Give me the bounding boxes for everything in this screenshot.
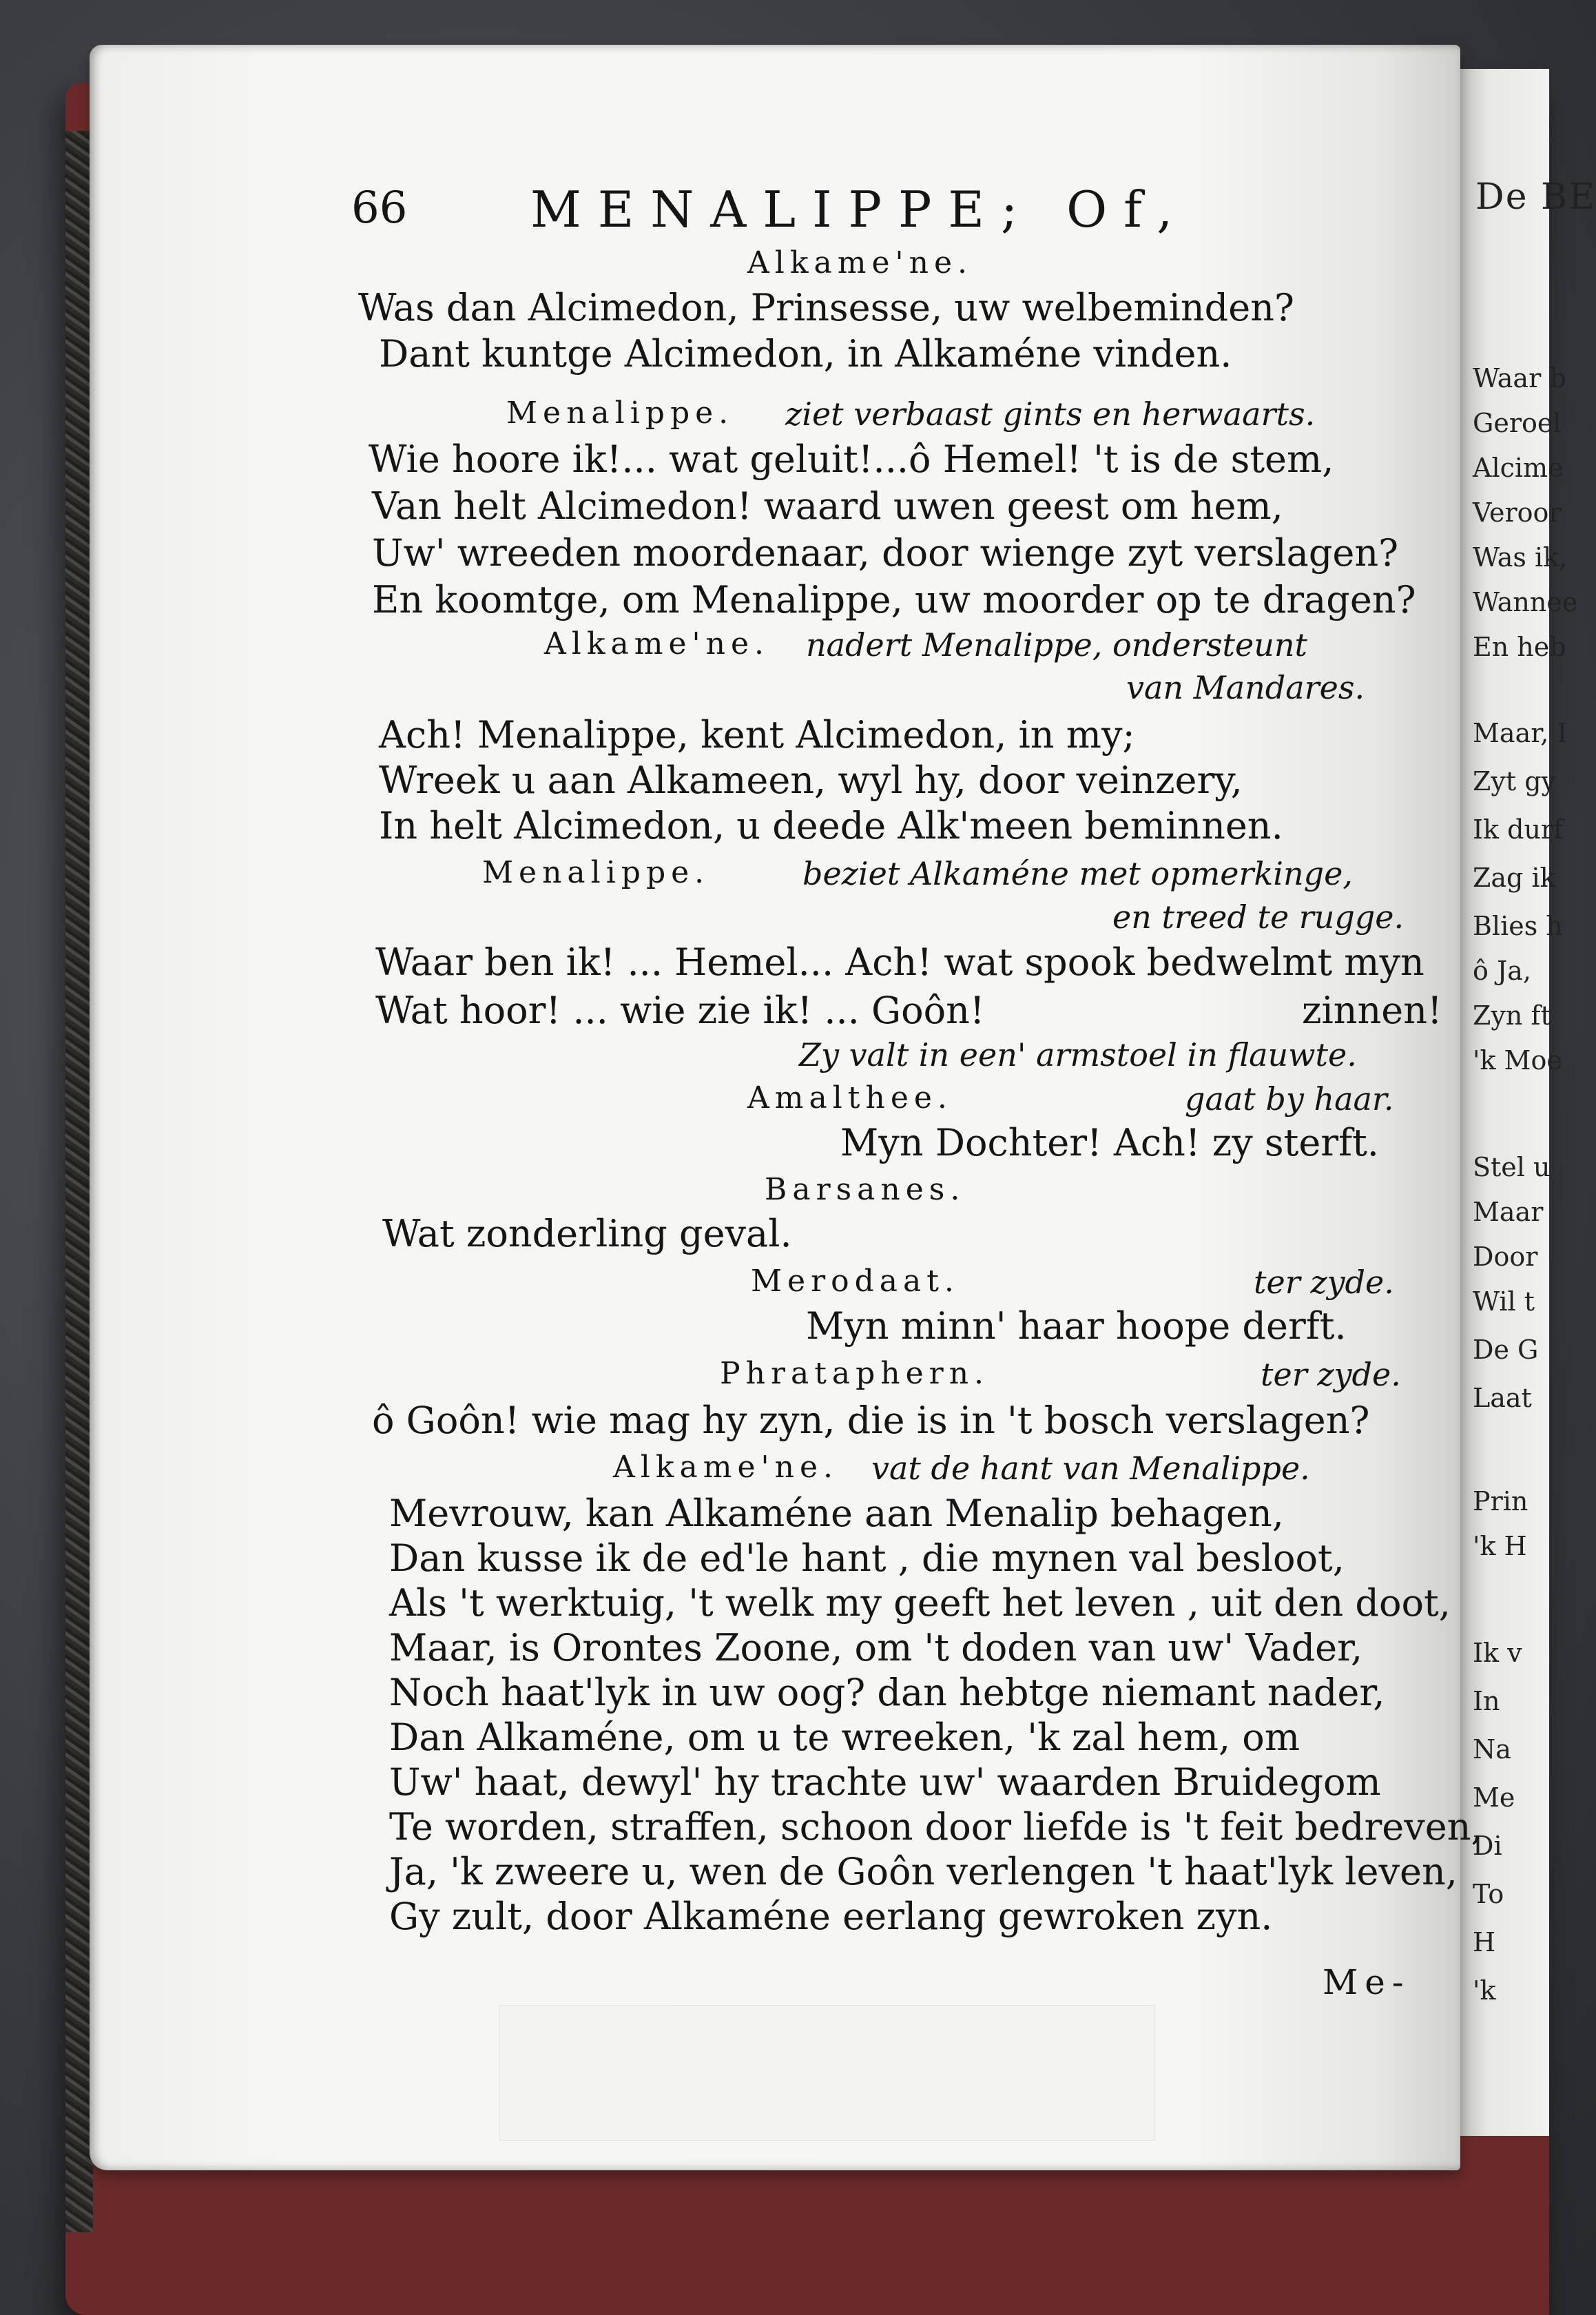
facing-page-head: De BE — [1475, 176, 1596, 218]
verse-line: Noch haat'lyk in uw oog? dan hebtge niemant nader, — [389, 1671, 1385, 1714]
facing-fragment: Wil t — [1473, 1286, 1535, 1317]
facing-fragment: Alcime — [1473, 453, 1564, 483]
stage-direction: nadert Menalippe, ondersteunt — [806, 626, 1308, 663]
verse-line: In helt Alcimedon, u deede Alk'meen beminnen. — [379, 804, 1283, 847]
stage-direction: ter zyde. — [1254, 1264, 1394, 1301]
verse-line: Te worden, straffen, schoon door liefde is 't feit bedreven, — [389, 1805, 1483, 1849]
facing-fragment: 'k H — [1473, 1531, 1527, 1561]
verse-line: Ja, 'k zweere u, wen de Goôn verlengen 't haat'lyk leven, — [389, 1850, 1458, 1893]
verse-line: ô Goôn! wie mag hy zyn, die is in 't bosch verslagen? — [372, 1399, 1370, 1442]
facing-fragment: Geroel — [1473, 408, 1562, 438]
facing-fragment: Me — [1473, 1782, 1515, 1813]
verse-line: Waar ben ik! ... Hemel... Ach! wat spook bedwelmt myn — [375, 940, 1424, 984]
facing-fragment: Ik v — [1473, 1638, 1522, 1668]
blank-label-patch — [499, 2005, 1155, 2141]
facing-fragment: De G — [1473, 1335, 1539, 1365]
facing-fragment: Maar, I — [1473, 718, 1568, 748]
verse-line: Als 't werktuig, 't welk my geeft het leven , uit den doot, — [389, 1581, 1451, 1625]
running-head: MENALIPPE; Of, — [530, 181, 1190, 238]
stage-direction: van Mandares. — [1126, 669, 1365, 706]
facing-fragment: Blies h — [1473, 911, 1563, 941]
verse-line: Wat zonderling geval. — [382, 1212, 792, 1255]
facing-fragment: ô Ja, — [1473, 956, 1531, 986]
facing-fragment: Zag ik — [1473, 863, 1556, 893]
speaker-label: Alkame'ne. — [613, 1450, 838, 1485]
facing-fragment: Di — [1473, 1831, 1502, 1861]
facing-fragment: Ik durf — [1473, 814, 1564, 845]
verse-line: Gy zult, door Alkaméne eerlang gewroken zyn. — [389, 1895, 1273, 1938]
facing-fragment: Maar — [1473, 1197, 1544, 1227]
facing-fragment: 'k — [1473, 1975, 1496, 2006]
verse-line: Uw' haat, dewyl' hy trachte uw' waarden Bruidegom — [389, 1760, 1381, 1804]
verse-line: Dant kuntge Alcimedon, in Alkaméne vinden. — [379, 332, 1232, 375]
facing-fragment: Wannee — [1473, 587, 1578, 617]
verse-line: Dan Alkaméne, om u te wreeken, 'k zal hem, om — [389, 1716, 1300, 1759]
verse-line: Myn minn' haar hoope derft. — [806, 1304, 1347, 1348]
speaker-label: Menalippe. — [482, 855, 710, 890]
catchword: Me- — [1323, 1962, 1411, 2002]
facing-fragment: Na — [1473, 1734, 1511, 1764]
facing-fragment: Stel u — [1473, 1152, 1551, 1182]
facing-fragment: Was ik, — [1473, 542, 1568, 573]
speaker-label: Menalippe. — [506, 395, 734, 431]
facing-fragment: Door — [1473, 1242, 1538, 1272]
stage-direction: beziet Alkaméne met opmerkinge, — [802, 855, 1353, 892]
stage-direction: vat de hant van Menalippe. — [871, 1450, 1310, 1487]
facing-fragment: Zyt gy — [1473, 766, 1557, 796]
stage-direction: ter zyde. — [1261, 1356, 1401, 1393]
speaker-label: Merodaat. — [751, 1264, 960, 1299]
facing-fragment: Waar b — [1473, 363, 1566, 393]
verse-line: Wreek u aan Alkameen, wyl hy, door veinzery, — [379, 759, 1243, 802]
speaker-label: Amalthee. — [747, 1080, 953, 1115]
verse-line: Dan kusse ik de ed'le hant , die mynen val besloot, — [389, 1536, 1345, 1580]
verse-line: Was dan Alcimedon, Prinsesse, uw welbeminden? — [358, 286, 1294, 329]
verse-line: Maar, is Orontes Zoone, om 't doden van uw' Vader, — [389, 1626, 1363, 1669]
verse-line: Van helt Alcimedon! waard uwen geest om hem, — [372, 484, 1283, 528]
facing-fragment: Veroor — [1473, 497, 1562, 528]
stage-direction: ziet verbaast gints en herwaarts. — [785, 395, 1316, 433]
facing-fragment: En heb — [1473, 632, 1566, 662]
verse-line: Wat hoor! ... wie zie ik! ... Goôn! — [375, 989, 985, 1032]
verse-line: Wie hoore ik!... wat geluit!...ô Hemel! 't is de stem, — [369, 438, 1334, 481]
facing-fragment: To — [1473, 1879, 1504, 1909]
verse-line: Mevrouw, kan Alkaméne aan Menalip behagen, — [389, 1492, 1284, 1535]
stage-direction: en treed te rugge. — [1112, 898, 1405, 936]
speaker-label: Phrataphern. — [720, 1356, 990, 1391]
page-number: 66 — [351, 183, 408, 234]
facing-fragment: H — [1473, 1927, 1496, 1957]
verse-line: Myn Dochter! Ach! zy sterft. — [840, 1121, 1379, 1164]
verse-line: Uw' wreeden moordenaar, door wienge zyt verslagen? — [372, 531, 1399, 575]
facing-fragment: Prin — [1473, 1486, 1528, 1516]
verse-line-tail: zinnen! — [1302, 989, 1442, 1032]
verse-line: Ach! Menalippe, kent Alcimedon, in my; — [379, 713, 1135, 757]
facing-fragment: Zyn ft — [1473, 1000, 1551, 1031]
stage-direction: gaat by haar. — [1185, 1080, 1394, 1118]
verse-line: En koomtge, om Menalippe, uw moorder op te dragen? — [372, 578, 1416, 621]
speaker-label: Alkame'ne. — [747, 245, 973, 280]
speaker-label: Barsanes. — [765, 1172, 966, 1207]
stage-direction: Zy valt in een' armstoel in flauwte. — [799, 1036, 1357, 1073]
facing-fragment: 'k Moe — [1473, 1045, 1562, 1076]
book-edge-marbled — [65, 131, 93, 2232]
facing-fragment: In — [1473, 1686, 1500, 1716]
facing-fragment: Laat — [1473, 1383, 1532, 1413]
speaker-label: Alkame'ne. — [544, 626, 769, 661]
